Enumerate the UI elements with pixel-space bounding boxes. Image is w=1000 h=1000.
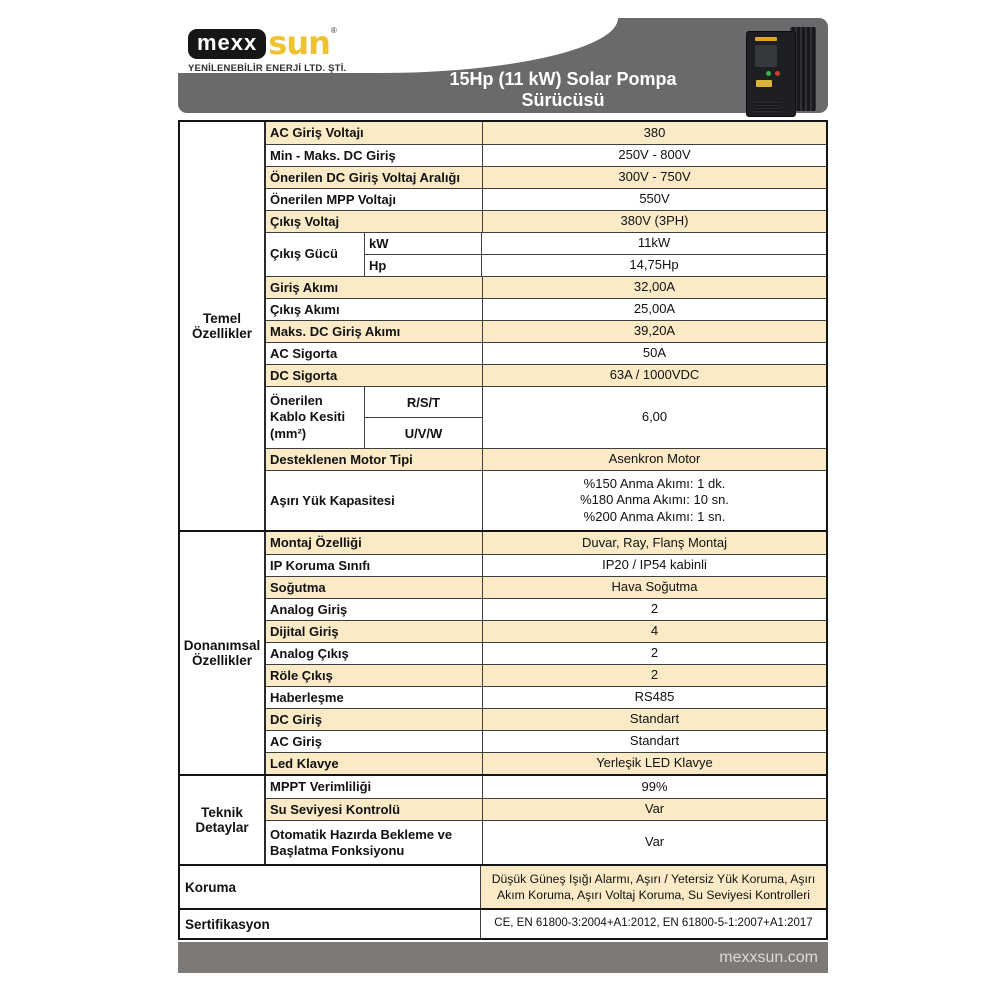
spec-label: Önerilen DC Giriş Voltaj Aralığı <box>270 169 460 185</box>
spec-label: Çıkış Voltaj <box>270 213 340 229</box>
section-teknik-detaylar <box>180 774 826 864</box>
spec-value: Asenkron Motor <box>482 449 826 470</box>
spec-value: 2 <box>482 643 826 664</box>
spec-row <box>266 598 826 620</box>
spec-label: Röle Çıkış <box>270 667 333 683</box>
overload-line: %180 Anma Akımı: 10 sn. <box>580 492 729 508</box>
spec-row <box>266 752 826 774</box>
spec-row <box>266 730 826 752</box>
company-logo <box>188 24 347 74</box>
logo-sun: sun <box>268 24 330 62</box>
spec-label: Otomatik Hazırda Bekleme ve Başlatma Fonksiyonu <box>270 826 453 858</box>
spec-value: Standart <box>482 731 826 752</box>
spec-sheet <box>178 18 828 973</box>
spec-label: Su Seviyesi Kontrolü <box>270 801 401 817</box>
spec-row <box>266 664 826 686</box>
spec-value: IP20 / IP54 kabinli <box>482 555 826 576</box>
spec-value: 300V - 750V <box>482 167 826 188</box>
spec-value: 63A / 1000VDC <box>482 365 826 386</box>
website-url: mexxsun.com <box>719 948 818 966</box>
spec-value: 380 <box>482 122 826 144</box>
spec-label: Çıkış Gücü <box>270 246 338 262</box>
spec-label: DC Giriş <box>270 711 323 727</box>
spec-row-cable-section <box>266 386 826 448</box>
section-title: Teknik Detaylar <box>195 805 249 835</box>
spec-value: 39,20A <box>482 321 826 342</box>
spec-label: Desteklenen Motor Tipi <box>270 451 413 467</box>
spec-label: AC Sigorta <box>270 345 338 361</box>
spec-label: Soğutma <box>270 579 326 595</box>
spec-label: Çıkış Akımı <box>270 301 340 317</box>
spec-label: IP Koruma Sınıfı <box>270 557 371 573</box>
spec-value: Hava Soğutma <box>482 577 826 598</box>
spec-row <box>266 166 826 188</box>
spec-label: Montaj Özelliği <box>270 535 362 551</box>
spec-label: Min - Maks. DC Giriş <box>270 147 396 163</box>
spec-value <box>482 471 826 530</box>
section-donanimsal-ozellikler <box>180 530 826 774</box>
spec-value: 2 <box>482 599 826 620</box>
spec-row <box>266 708 826 730</box>
spec-subrow <box>365 254 826 276</box>
spec-label: Önerilen MPP Voltajı <box>270 191 396 207</box>
spec-label: Maks. DC Giriş Akımı <box>270 323 401 339</box>
spec-row <box>266 776 826 798</box>
spec-value: Standart <box>482 709 826 730</box>
registered-trademark-icon: ® <box>330 26 337 35</box>
spec-value: 32,00A <box>482 277 826 298</box>
spec-label: Led Klavye <box>270 755 339 771</box>
spec-row-output-power <box>266 232 826 276</box>
spec-row <box>266 364 826 386</box>
spec-row <box>266 620 826 642</box>
drive-display <box>755 45 777 67</box>
product-photo <box>742 25 818 117</box>
spec-label: MPPT Verimliliği <box>270 779 372 795</box>
section-title: Temel Özellikler <box>191 311 253 341</box>
spec-value: 2 <box>482 665 826 686</box>
logo-mexx: mexx <box>188 29 266 59</box>
spec-sub-label: U/V/W <box>365 417 482 448</box>
spec-label: Dijital Giriş <box>270 623 339 639</box>
overload-line: %150 Anma Akımı: 1 dk. <box>583 476 726 492</box>
spec-label: Haberleşme <box>270 689 344 705</box>
spec-value: 50A <box>482 343 826 364</box>
spec-value: Yerleşik LED Klavye <box>482 753 826 774</box>
spec-value: 250V - 800V <box>482 145 826 166</box>
spec-value: 25,00A <box>482 299 826 320</box>
drive-vents <box>754 102 780 112</box>
spec-sub-label: kW <box>369 236 389 251</box>
spec-row-sertifikasyon <box>180 908 826 938</box>
spec-value: 380V (3PH) <box>482 211 826 232</box>
spec-row <box>266 532 826 554</box>
spec-row <box>266 320 826 342</box>
spec-value: Var <box>482 821 826 864</box>
drive-button-green <box>766 71 771 76</box>
spec-row <box>266 298 826 320</box>
drive-button-red <box>775 71 780 76</box>
spec-row <box>266 820 826 864</box>
spec-label: Aşırı Yük Kapasitesi <box>270 492 395 508</box>
drive-brand-strip <box>755 37 777 41</box>
spec-value: 14,75Hp <box>481 255 826 276</box>
spec-value: 6,00 <box>482 387 826 448</box>
spec-row <box>266 144 826 166</box>
header-banner <box>178 18 828 113</box>
spec-row <box>266 686 826 708</box>
spec-value: CE, EN 61800-3:2004+A1:2012, EN 61800-5-1:2007+A1:2017 <box>480 910 826 938</box>
drive-label-sticker <box>756 80 772 87</box>
spec-row <box>266 642 826 664</box>
spec-row <box>266 122 826 144</box>
spec-row <box>266 448 826 470</box>
section-title: Donanımsal Özellikler <box>183 638 261 668</box>
spec-value: 4 <box>482 621 826 642</box>
footer-bar <box>178 942 828 973</box>
spec-label: Analog Çıkış <box>270 645 349 661</box>
spec-label: AC Giriş <box>270 733 323 749</box>
spec-value: Duvar, Ray, Flanş Montaj <box>482 532 826 554</box>
spec-value: 11kW <box>481 233 826 254</box>
spec-label: Sertifikasyon <box>185 916 270 932</box>
spec-value: 550V <box>482 189 826 210</box>
spec-subrow <box>365 233 826 254</box>
logo-tagline: YENİLENEBİLİR ENERJİ LTD. ŞTİ. <box>188 63 347 74</box>
spec-row <box>266 210 826 232</box>
spec-row <box>266 798 826 820</box>
spec-sub-label: R/S/T <box>406 394 441 410</box>
spec-value: 99% <box>482 776 826 798</box>
spec-label: Giriş Akımı <box>270 279 339 295</box>
spec-label: AC Giriş Voltajı <box>270 125 364 141</box>
page-title: 15Hp (11 kW) Solar Pompa Sürücüsü <box>449 69 677 110</box>
drive-front-panel <box>746 31 796 117</box>
spec-row <box>266 342 826 364</box>
spec-label: DC Sigorta <box>270 367 338 383</box>
spec-value: RS485 <box>482 687 826 708</box>
spec-label: Analog Giriş <box>270 601 348 617</box>
spec-label: Önerilen Kablo Kesiti (mm²) <box>270 393 346 441</box>
overload-line: %200 Anma Akımı: 1 sn. <box>583 508 726 524</box>
spec-row <box>266 554 826 576</box>
spec-row-overload <box>266 470 826 530</box>
spec-value: Düşük Güneş Işığı Alarmı, Aşırı / Yetersiz Yük Koruma, Aşırı Akım Koruma, Aşırı Voltaj Koruma, Su Seviyesi Kontrolleri <box>480 866 826 908</box>
spec-row <box>266 576 826 598</box>
spec-value: Var <box>482 799 826 820</box>
spec-sub-label: Hp <box>369 258 387 273</box>
spec-row <box>266 276 826 298</box>
spec-table <box>178 120 828 940</box>
spec-row <box>266 188 826 210</box>
section-temel-ozellikler <box>180 122 826 530</box>
spec-label: Koruma <box>185 879 237 895</box>
spec-row-koruma <box>180 864 826 908</box>
